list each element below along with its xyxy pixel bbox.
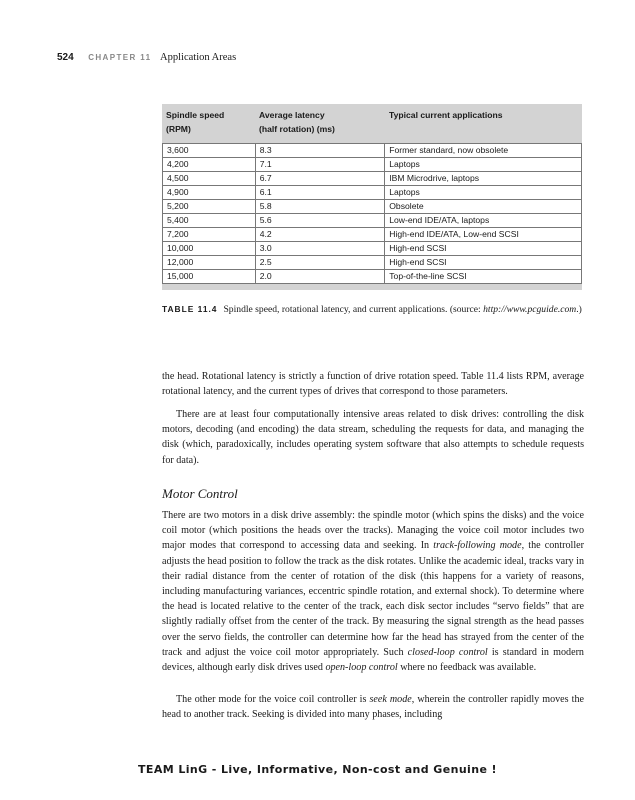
text-run: The other mode for the voice coil controller is xyxy=(176,694,370,705)
latency-cell: 7.1 xyxy=(255,158,385,172)
application-cell: Laptops xyxy=(385,186,582,200)
page-number: 524 xyxy=(57,52,74,63)
emphasis-term: open-loop control xyxy=(325,662,398,674)
caption-text: Spindle speed, rotational latency, and current applications. (source: xyxy=(223,304,484,315)
table-row xyxy=(163,200,582,214)
header-cell-spindle-speed xyxy=(166,108,224,136)
text-run: There are two motors in a disk drive assembly: the spindle motor (which spins the disks) and the voice coil motor (which positions the heads over the tracks). Managing the voice coil motor includes two major modes that correspond to accessing data and seeking. In xyxy=(162,510,584,552)
latency-cell: 3.0 xyxy=(255,242,385,256)
header-line: Typical current applications xyxy=(389,110,503,120)
application-cell: Obsolete xyxy=(385,200,582,214)
emphasis-term: closed-loop control xyxy=(407,646,488,658)
body-paragraph: the head. Rotational latency is strictly a function of drive rotation speed. Table 11.4 lists RPM, average rotational latency, and the current types of drives that correspond to those parameters. xyxy=(162,371,584,398)
latency-cell: 6.7 xyxy=(255,172,385,186)
running-header xyxy=(57,52,236,63)
latency-cell: 2.5 xyxy=(255,256,385,270)
application-cell: High-end SCSI xyxy=(385,242,582,256)
text-run: is standard in modern devices, although early disk drives used xyxy=(162,646,584,674)
application-cell: Low-end IDE/ATA, laptops xyxy=(385,214,582,228)
table-row xyxy=(163,144,582,158)
body-paragraph xyxy=(162,508,584,675)
latency-cell: 5.8 xyxy=(255,200,385,214)
rpm-cell: 12,000 xyxy=(163,256,256,270)
application-cell: Laptops xyxy=(385,158,582,172)
latency-cell: 2.0 xyxy=(255,270,385,284)
caption-label: TABLE 11.4 xyxy=(162,304,218,314)
table-body xyxy=(162,143,582,284)
rpm-cell: 3,600 xyxy=(163,144,256,158)
table-row xyxy=(163,228,582,242)
header-line: (half rotation) (ms) xyxy=(259,124,335,134)
latency-cell: 4.2 xyxy=(255,228,385,242)
chapter-title: Application Areas xyxy=(160,52,237,63)
body-paragraph xyxy=(162,692,584,722)
table-row xyxy=(163,256,582,270)
application-cell: IBM Microdrive, laptops xyxy=(385,172,582,186)
rpm-cell: 5,200 xyxy=(163,200,256,214)
text-run: where no feedback was available. xyxy=(397,662,537,674)
latency-cell: 5.6 xyxy=(255,214,385,228)
emphasis-term: seek mode xyxy=(369,694,412,705)
header-line: Average latency xyxy=(259,110,325,120)
rpm-cell: 4,500 xyxy=(163,172,256,186)
latency-cell: 6.1 xyxy=(255,186,385,200)
rpm-cell: 7,200 xyxy=(163,228,256,242)
table-header xyxy=(162,104,582,138)
table-row xyxy=(163,186,582,200)
table-row xyxy=(163,242,582,256)
caption-url: http://www.pcguide.com xyxy=(483,304,577,315)
application-cell: Top-of-the-line SCSI xyxy=(385,270,582,284)
application-cell: High-end SCSI xyxy=(385,256,582,270)
spindle-speed-table xyxy=(162,104,582,290)
text-run: , wherein the controller rapidly moves the head to another track. Seeking is divided into many phases, including xyxy=(162,694,584,721)
rpm-cell: 15,000 xyxy=(163,270,256,284)
table-caption xyxy=(162,302,582,317)
rpm-cell: 4,900 xyxy=(163,186,256,200)
table-rows xyxy=(163,144,582,284)
watermark-footer: TEAM LinG - Live, Informative, Non-cost and Genuine ! xyxy=(138,763,497,776)
chapter-label: CHAPTER 11 xyxy=(88,53,152,62)
header-line: (RPM) xyxy=(166,124,191,134)
table-row xyxy=(163,158,582,172)
text-run: , the controller adjusts the head position to follow the track as the disk rotates. Unlike the academic ideal, tracks vary in their radial distance from the center of rotation of the disk (this happens for a variety of reasons, including manufacturing variances, eccentric spindle rotation, and external shock). To determine where the head is located relative to the center of the track, each disk sector includes “servo fields” that are slightly radially offset from the center of the track. By measuring the signal strength as the head passes over the servo fields, the controller can determine how far the head has strayed from the center of the track and adjust the voice coil motor appropriately. Such xyxy=(162,540,584,658)
rpm-cell: 4,200 xyxy=(163,158,256,172)
rpm-cell: 10,000 xyxy=(163,242,256,256)
latency-cell: 8.3 xyxy=(255,144,385,158)
body-paragraph: There are at least four computationally intensive areas related to disk drives: controlling the disk motors, decoding (and encoding) the data stream, scheduling the requests for data, and managing the disk (which, paradoxically, includes operating system software that also attempts to schedule requests for data). xyxy=(162,409,584,466)
header-cell-applications xyxy=(389,108,503,122)
section-heading: Motor Control xyxy=(162,486,238,501)
application-cell: Former standard, now obsolete xyxy=(385,144,582,158)
header-cell-average-latency xyxy=(259,108,335,136)
rpm-cell: 5,400 xyxy=(163,214,256,228)
table-row xyxy=(163,214,582,228)
table-row xyxy=(163,172,582,186)
application-cell: High-end IDE/ATA, Low-end SCSI xyxy=(385,228,582,242)
table-row xyxy=(163,270,582,284)
emphasis-term: track-following mode xyxy=(433,540,522,552)
caption-end: .) xyxy=(576,304,582,315)
header-line: Spindle speed xyxy=(166,110,225,120)
